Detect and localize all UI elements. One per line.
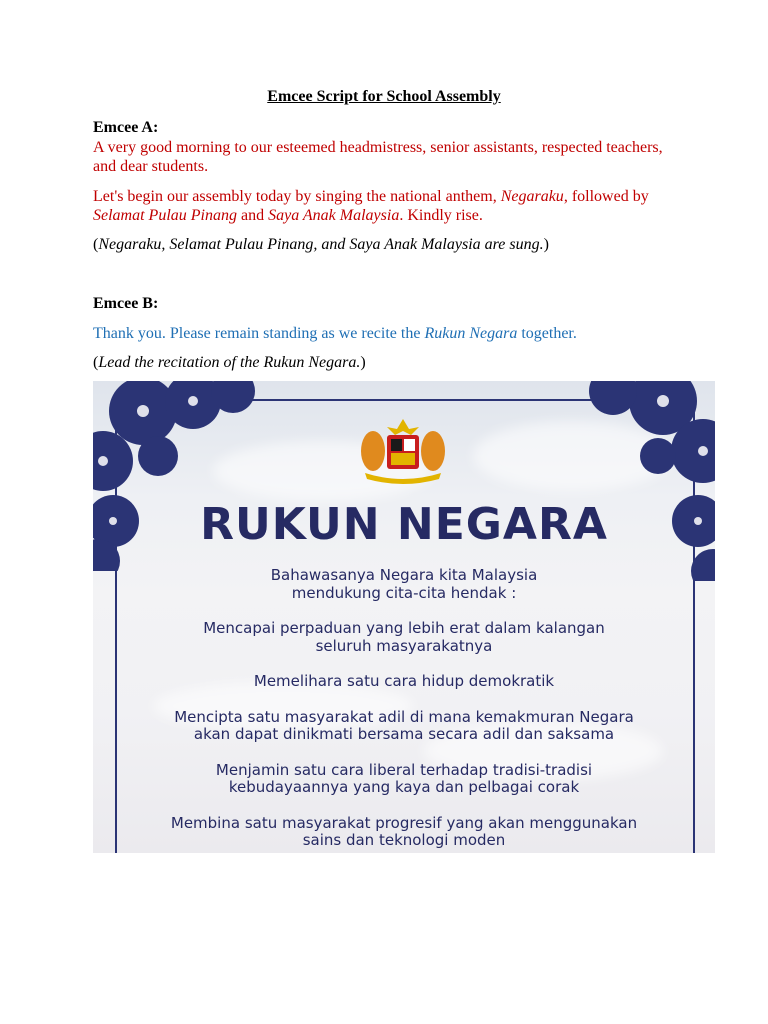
rukun-negara-poster [93,381,715,853]
song-selamat-pulau-pinang: Selamat Pulau Pinang [93,207,237,224]
document-title: Emcee Script for School Assembly [267,88,501,105]
song-saya-anak-malaysia: Saya Anak Malaysia [268,207,400,224]
emcee-b-stage-direction: (Lead the recitation of the Rukun Negara.) [93,354,366,371]
poster-intro-line: mendukung cita-cita hendak : [291,584,517,602]
principle-3: akan dapat dinikmati bersama secara adil dan saksama [193,725,615,743]
principle-2: Memelihara satu cara hidup demokratik [253,672,555,690]
malaysia-coat-of-arms-icon [353,415,453,485]
poster-title: RUKUN NEGARA [200,499,608,550]
emcee-a-speaker: Emcee A: [93,119,159,136]
emcee-b-line: Thank you. Please remain standing as we recite the Rukun Negara together. [93,325,577,342]
principle-4: Menjamin satu cara liberal terhadap tradisi-tradisi [215,761,593,779]
hibiscus-flower-icon [563,381,715,581]
song-negaraku: Negaraku [500,188,564,205]
emcee-a-anthem-line: Let's begin our assembly today by singing the national anthem, Negaraku, followed by Selamat Pulau Pinang and Saya Anak Malaysia. Kindly rise. [93,188,649,224]
principle-1: Mencapai perpaduan yang lebih erat dalam kalangan [203,619,605,637]
emcee-b-speaker: Emcee B: [93,295,159,312]
emcee-a-greeting: A very good morning to our esteemed headmistress, senior assistants, respected teachers, and dear students. [93,139,663,175]
principle-4: kebudayaannya yang kaya dan pelbagai corak [228,778,580,796]
poster-intro-line: Bahawasanya Negara kita Malaysia [270,566,538,584]
principle-1: seluruh masyarakatnya [315,637,493,655]
principle-5: sains dan teknologi moden [302,831,506,849]
emcee-a-stage-direction: (Negaraku, Selamat Pulau Pinang, and Saya Anak Malaysia are sung.) [93,236,549,253]
principle-3: Mencipta satu masyarakat adil di mana kemakmuran Negara [174,708,634,726]
principle-5: Membina satu masyarakat progresif yang akan menggunakan [170,814,638,832]
